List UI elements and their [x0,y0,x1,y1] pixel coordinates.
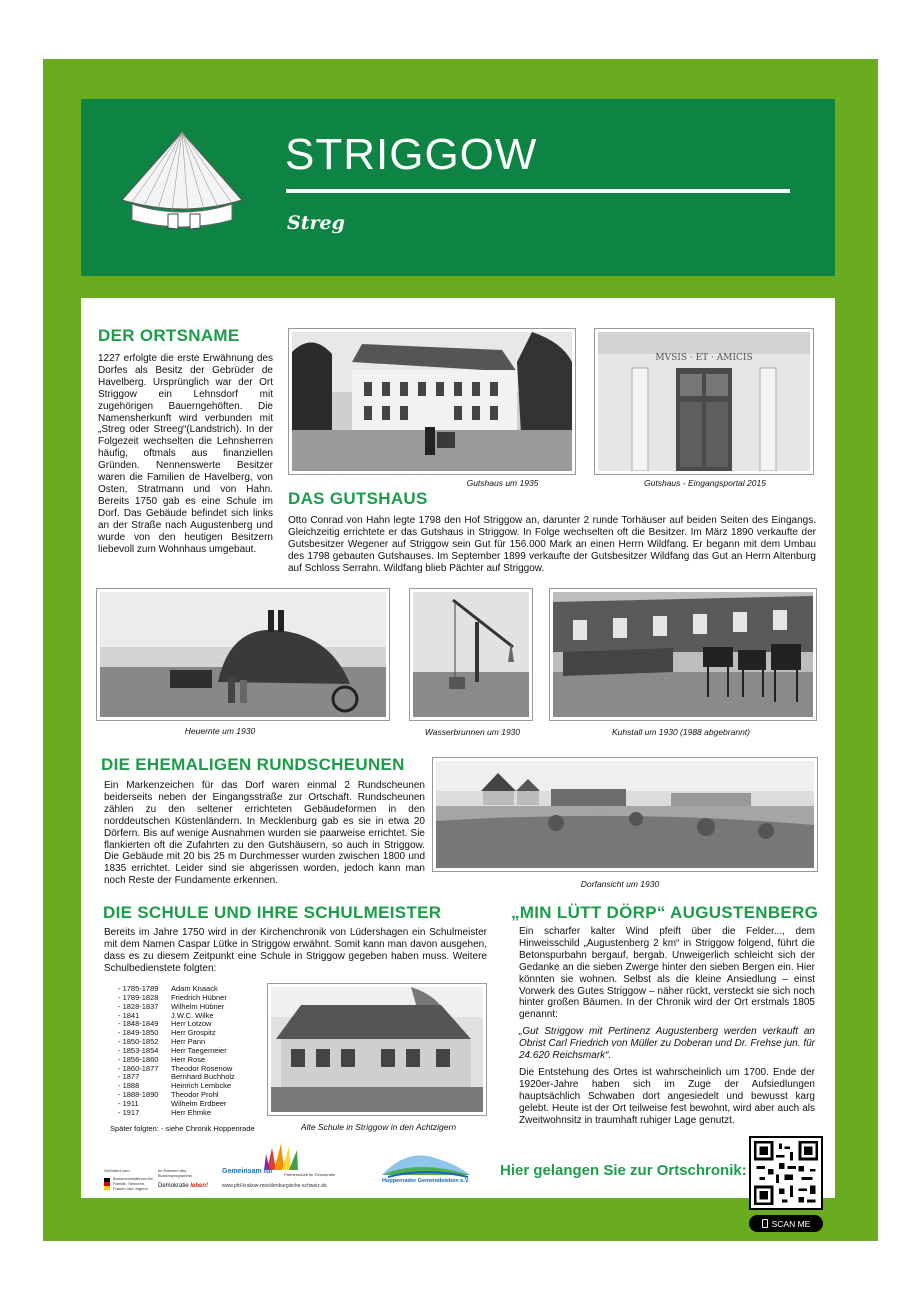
teacher-name: Herr Pann [171,1037,206,1047]
teacher-years: - 1848-1849 [118,1019,159,1029]
logo3-url: www.pfd-krakow-mecklenburgische-schweiz.de [222,1183,327,1189]
photo-dorfansicht [432,757,818,872]
photo-gutshaus-1935 [288,328,576,475]
teacher-years: - 1888 [118,1081,140,1091]
teacher-years: - 1911 [118,1098,139,1108]
logo1-body: Bundesministerium für Familie, Senioren, Frauen und Jugend [113,1176,153,1191]
photo-eingangsportal [594,328,814,475]
teacher-name: Theodor Prohl [171,1090,219,1100]
logo2-top: Im Rahmen des Bundesprogramms [158,1168,192,1178]
portal-inscription: MVSIS · ET · AMICIS [655,353,753,363]
teacher-years: - 1860-1877 [118,1063,159,1073]
augustenberg-p2: Die Entstehung des Ortes ist wahrscheinlich um 1700. Ende der 1920er-Jahre haben sich im Zuge der Aufsiedlungen hauptsächlich Schwaben dort angesiedelt und bewusst karg gelebt. Heute ist der Ort teilweise fest bewohnt, wird aber auch als Zweitwohnsitz in traumhaft ruhiger Lage genutzt. [519,1066,815,1126]
teacher-name: Theodor Rosenow [171,1063,233,1073]
teacher-name: Herr Lotzow [171,1019,212,1029]
teacher-list [118,985,235,1118]
logo-hoppenrader [378,1145,474,1191]
page-subtitle: Streg [287,212,345,234]
scan-me-label: SCAN ME [771,1218,811,1229]
teacher-name: Herr Ehmke [171,1107,212,1117]
caption-dorfansicht: Dorfansicht um 1930 [580,879,660,889]
caption-wasserbrunnen: Wasserbrunnen um 1930 [424,727,521,737]
augustenberg-text [519,926,815,1127]
rundscheunen-heading: DIE EHEMALIGEN RUNDSCHEUNEN [101,755,405,774]
augustenberg-p1: Ein scharfer kalter Wind pfeift über die Felder..., dem Hinweisschild „Augustenberg 2 km“ in Striggow folgend, führt die Betonspurbahn bergauf, bergab. Unweigerlich schleicht sich der Gedanke an die sieben Zwerge hinter den sieben Bergen ein. Hier könnten sie wohnen. Selbst als die kleine Ansiedlung – einst Vorwerk des Gutes Striggow – näher rückt, versteckt sie sich noch hinter großen Bäumen. In der Chronik wird der Ort erstmals 1805 genannt: [519,926,815,1021]
hills-icon [378,1145,474,1179]
teacher-years: - 1850-1852 [118,1037,159,1047]
rundscheunen-text: Ein Markenzeichen für das Dorf waren einmal 2 Rundscheunen beiderseits neben der Eingangsstraße zur Ortschaft. Rundscheunen zählen zu den seltener errichteten Gebäudeformen in den norddeutschen Küstenländern. In Mecklenburg gab es sie in etwa 20 Dörfern. Bis auf wenige Ausnahmen wurden sie paarweise errichtet. Sie flankierten oft die Zufahrten zu den Gutshäusern, so auch in Striggow. Die Gebäude mit 20 bis 25 m Durchmesser wurden zwischen 1800 und 1835 errichtet. Leider sind sie abgerissen worden, jedoch kann man noch Reste der Fundamente erkennen. [104,780,425,887]
photo-heuernte [96,588,390,721]
teacher-name: Wilhelm Hübner [171,1001,225,1011]
logo4-text: Hoppenrader Gemeindeleben e.V. [382,1178,470,1184]
gutshaus-heading: DAS GUTSHAUS [288,489,428,508]
logo3-title: Gemeinsam für [222,1168,273,1175]
phone-icon [762,1219,768,1228]
teacher-name: J.W.C. Wilke [171,1010,214,1020]
chronik-link-text: Hier gelangen Sie zur Ortschronik: [500,1162,747,1179]
caption-alte-schule: Alte Schule in Striggow in den Achtzigern [300,1122,457,1132]
ortsname-heading: DER ORTSNAME [98,326,240,345]
schule-text: Bereits im Jahre 1750 wird in der Kirchenchronik von Lüdershagen ein Schulmeister mit dem Namen Caspar Lütke in Striggow erwähnt. Somit kann man davon ausgehen, dass es zu diesem Zeitpunkt eine Schule in Striggow gegeben haben muss. Weitere Schulbedienstete folgten: [104,927,487,974]
teacher-years: - 1785-1789 [118,984,159,993]
teacher-name: Herr Grospitz [171,1028,216,1038]
teacher-note: Später folgten: - siehe Chronik Hoppenrade [110,1124,255,1133]
schule-heading: DIE SCHULE UND IHRE SCHULMEISTER [103,903,442,922]
teacher-years: - 1841 [118,1010,140,1020]
teacher-name: Adam Knaack [171,984,218,993]
logo-demokratie-leben [158,1168,218,1198]
logo2-body: Demokratie [158,1183,189,1189]
gutshaus-text: Otto Conrad von Hahn legte 1798 den Hof Striggow an, darunter 2 runde Torhäuser auf beiden Seiten des Eingangs. Gleichzeitig errichtete er das Gutshaus in Striggow. In Folge wechselten oft die Besitzer. Im März 1890 verkaufte der Gutsbesitzer Wegener auf Striggow sein Gut für 156.000 Mark an einen Herrn Wildfang. Er begann mit dem Umbau des 1798 gebauten Gutshauses. Im September 1899 verkaufte der Gutsbesitzer Wildfang das Gut an Herrn Altenburg auf Schloss Serrahn. Wildfang blieb Pächter auf Striggow. [288,515,816,574]
logo-gemeinsam-fuer [222,1142,362,1192]
title-underline [286,189,790,193]
teacher-years: - 1888-1890 [118,1090,159,1100]
page-title: STRIGGOW [285,130,538,179]
photo-alte-schule [267,983,487,1116]
scan-me-button[interactable] [749,1215,823,1232]
teacher-name: Heinrich Lembcke [171,1081,232,1091]
logo1-top: Gefördert vom [104,1168,130,1173]
logo2-accent: leben! [190,1183,209,1189]
teacher-years: - 1828-1837 [118,1001,159,1011]
teacher-years: - 1789-1828 [118,992,159,1002]
teacher-years: - 1849-1850 [118,1028,159,1038]
teacher-years: - 1853-1854 [118,1045,159,1055]
teacher-name: Bernhard Buchholz [171,1072,235,1082]
teacher-years: - 1917 [118,1107,140,1117]
teacher-years: - 1877 [118,1072,140,1082]
caption-kuhstall: Kuhstall um 1930 (1988 abgebrannt) [612,727,750,737]
teacher-name: Herr Rose [171,1054,206,1064]
photo-wasserbrunnen [409,588,533,721]
qr-code-image [751,1138,821,1208]
photo-kuhstall [549,588,817,721]
caption-eingangsportal: Gutshaus - Eingangsportal 2015 [644,478,766,488]
caption-heuernte: Heuernte um 1930 [184,726,256,736]
teacher-name: Herr Taegemeier [171,1045,227,1055]
round-barn-icon [118,128,246,232]
flag-gold [104,1186,110,1190]
qr-code[interactable] [749,1136,823,1210]
teacher-years: - 1856-1860 [118,1054,159,1064]
teacher-name: Wilhelm Erdbeer [171,1098,227,1108]
augustenberg-quote: „Gut Striggow mit Pertinenz Augustenberg werden verkauft an Obrist Carl Friedrich von Müller zu Doberan und Dr. Frehse jun. für 24.620 Reichsmark“. [519,1026,815,1062]
caption-gutshaus-1935: Gutshaus um 1935 [466,478,539,488]
teacher-name: Friedrich Hübner [171,992,227,1002]
logo-bmfsfj [104,1168,154,1198]
ortsname-text: 1227 erfolgte die erste Erwähnung des Dorfes als Besitz der Gebrüder de Havelberg. Ursprünglich war der Ort Striggow ein Lehnsdorf mit zugehörigen Bauerngehöften. Die Namensherkunft wird verbunden mit „Streg oder Streeg“(Landstrich). In der Folgezeit wechselten die Lehnsherren häufig, oftmals aus finanziellen Gründen. Nennenswerte Besitzer waren die Familien de Havelberg, von Osten, Stratmann und von Hahn. Bereits 1750 gab es eine Schule im Dorf. Das Gebäude befindet sich links an der Straße nach Augustenberg und wurde von den heutigen Besitzern liebevoll zum Wohnhaus umgebaut. [98,353,273,555]
teacher-row [118,1109,235,1118]
logo3-sub: Partnerschaft für Demokratie [284,1172,336,1177]
augustenberg-heading: „MIN LÜTT DÖRP“ AUGUSTENBERG [511,903,819,922]
